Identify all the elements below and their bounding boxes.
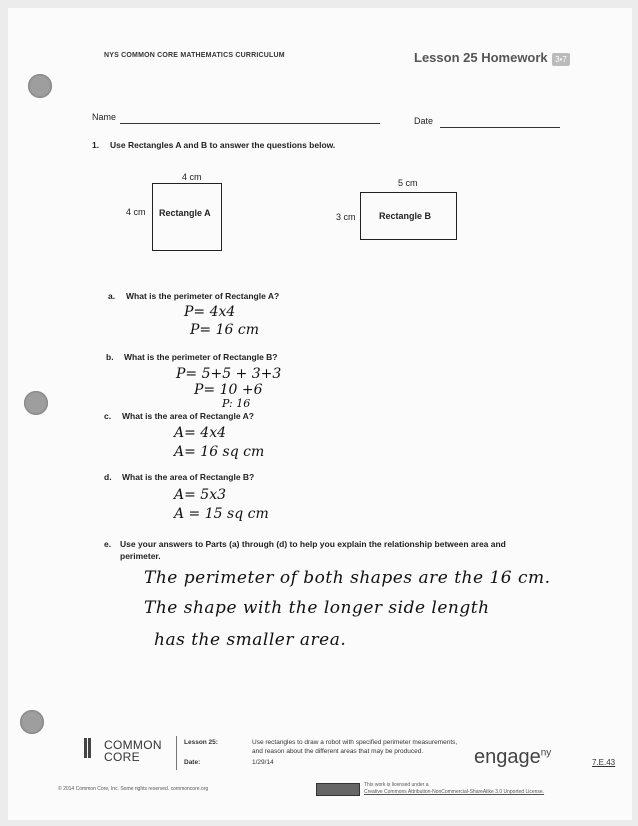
part-e-answer-line-1: The perimeter of both shapes are the 16 cm. bbox=[144, 568, 551, 588]
logo-line-2: CORE bbox=[104, 750, 140, 764]
part-c-answer-1: A= 4x4 bbox=[174, 425, 227, 441]
worksheet-page bbox=[8, 8, 632, 820]
part-b-answer-2: P= 10 +6 bbox=[194, 382, 263, 398]
part-a-question: What is the perimeter of Rectangle A? bbox=[126, 291, 280, 301]
part-a-answer-2: P= 16 cm bbox=[190, 322, 259, 338]
question-1-number: 1. bbox=[92, 140, 100, 150]
part-e-answer-line-3: has the smaller area. bbox=[154, 630, 347, 650]
part-a-answer-1: P= 4x4 bbox=[184, 304, 236, 320]
footer-date-label: Date: bbox=[184, 759, 201, 766]
rect-b-side-measure: 3 cm bbox=[336, 212, 356, 222]
part-c-answer-2: A= 16 sq cm bbox=[174, 444, 265, 460]
common-core-logo-bars bbox=[84, 738, 92, 763]
rect-b-top-measure: 5 cm bbox=[398, 178, 418, 188]
license-link[interactable]: Creative Commons Attribution-NonCommercial-ShareAlike 3.0 Unported License. bbox=[364, 789, 545, 795]
footer-divider bbox=[176, 736, 177, 770]
part-e-question-line-2: perimeter. bbox=[120, 551, 161, 561]
part-d-answer-2: A = 15 sq cm bbox=[174, 506, 269, 522]
rect-a-side-measure: 4 cm bbox=[126, 207, 146, 217]
rectangle-b bbox=[360, 192, 457, 240]
rect-b-label: Rectangle B bbox=[379, 211, 432, 221]
lesson-header bbox=[414, 49, 594, 67]
part-b-letter: b. bbox=[106, 352, 114, 362]
curriculum-header: NYS COMMON CORE MATHEMATICS CURRICULUM bbox=[104, 52, 285, 59]
brand-superscript: ny bbox=[540, 747, 552, 759]
binder-hole-top bbox=[28, 74, 52, 98]
binder-hole-middle bbox=[24, 391, 48, 415]
question-1-prompt: Use Rectangles A and B to answer the questions below. bbox=[110, 140, 336, 150]
page-code: 7.E.43 bbox=[592, 758, 616, 767]
part-c-letter: c. bbox=[104, 411, 112, 421]
footer-lesson-desc-2: and reason about the different areas that may be produced. bbox=[252, 748, 424, 755]
part-e-answer-line-2: The shape with the longer side length bbox=[144, 598, 490, 618]
rectangle-a bbox=[152, 183, 222, 251]
part-b-answer-3: P: 16 bbox=[222, 397, 251, 410]
part-e-letter: e. bbox=[104, 539, 112, 549]
logo-line-1: COMMON bbox=[104, 738, 162, 752]
footer-lesson-desc-1: Use rectangles to draw a robot with specified perimeter measurements, bbox=[252, 739, 458, 746]
part-b-answer-1: P= 5+5 + 3+3 bbox=[176, 366, 282, 382]
lesson-badge: 3•7 bbox=[552, 53, 570, 66]
part-d-answer-1: A= 5x3 bbox=[174, 487, 227, 503]
lesson-title: Lesson 25 Homework bbox=[414, 50, 548, 65]
engage-ny-logo bbox=[474, 746, 551, 769]
name-label: Name bbox=[92, 112, 117, 122]
rect-a-label: Rectangle A bbox=[159, 208, 211, 218]
part-e-question-line-1: Use your answers to Parts (a) through (d) to help you explain the relationship between area and bbox=[120, 539, 506, 549]
rect-a-top-measure: 4 cm bbox=[182, 172, 202, 182]
part-a-letter: a. bbox=[108, 291, 116, 301]
license-text: This work is licensed under a bbox=[364, 782, 429, 788]
part-c-question: What is the area of Rectangle A? bbox=[122, 411, 254, 421]
cc-license-badge-icon bbox=[316, 783, 360, 796]
date-field[interactable] bbox=[440, 127, 560, 128]
name-field[interactable] bbox=[120, 123, 380, 124]
part-d-question: What is the area of Rectangle B? bbox=[122, 472, 255, 482]
brand-name: engage bbox=[474, 746, 541, 768]
footer-date-value: 1/29/14 bbox=[252, 759, 274, 766]
part-d-letter: d. bbox=[104, 472, 112, 482]
part-b-question: What is the perimeter of Rectangle B? bbox=[124, 352, 278, 362]
copyright-text: © 2014 Common Core, Inc. Some rights reserved. commoncore.org bbox=[58, 786, 209, 792]
date-label: Date bbox=[414, 116, 434, 126]
footer-lesson-label: Lesson 25: bbox=[184, 739, 218, 746]
binder-hole-bottom bbox=[20, 710, 44, 734]
common-core-logo-text bbox=[104, 739, 162, 763]
